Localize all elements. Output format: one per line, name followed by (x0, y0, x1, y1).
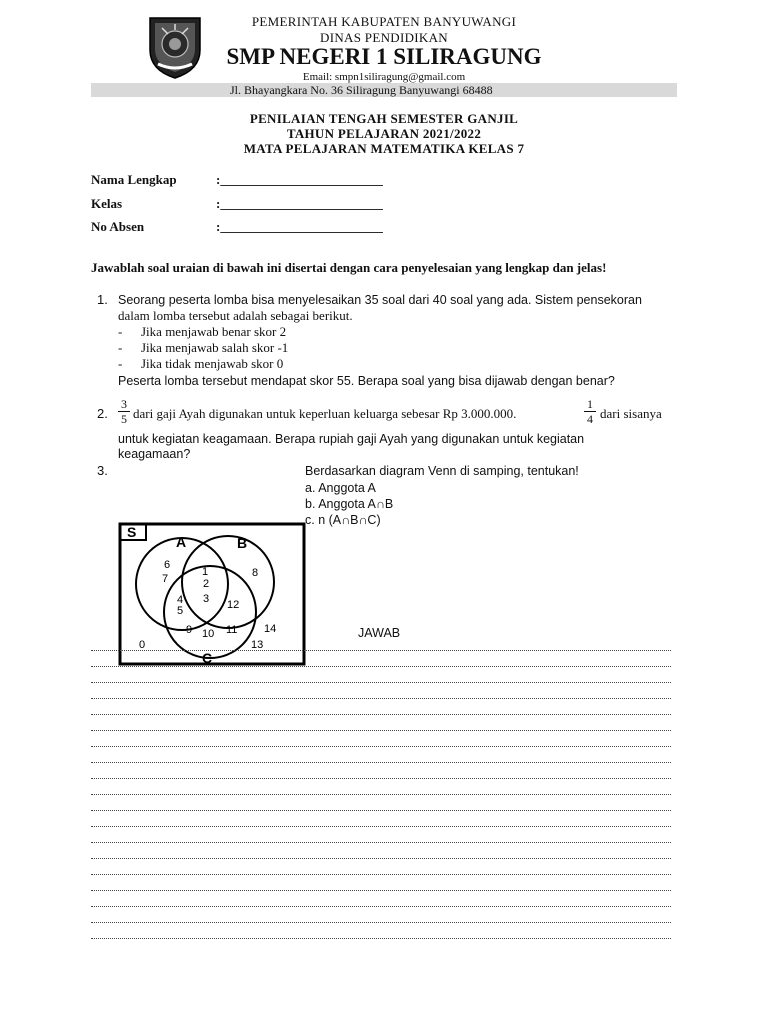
identity-label-absen: No Absen (91, 219, 145, 234)
q1-dash-1: - (118, 324, 123, 339)
venn-abc-3: 3 (203, 593, 210, 605)
answer-line[interactable] (91, 712, 671, 715)
venn-outside-13: 13 (251, 639, 264, 651)
answer-line[interactable] (91, 872, 671, 875)
answer-line[interactable] (91, 744, 671, 747)
venn-a-only-6: 6 (164, 559, 171, 571)
answer-line[interactable] (91, 936, 671, 939)
venn-ab-1: 1 (202, 566, 209, 578)
answer-line[interactable] (91, 680, 671, 683)
q3-part-c: c. n (A∩B∩C) (305, 513, 381, 527)
venn-c-only-10: 10 (202, 628, 215, 640)
venn-diagram (118, 522, 308, 668)
venn-outside-0: 0 (139, 639, 146, 651)
venn-c-only-11: 11 (226, 624, 238, 636)
venn-b-only-8: 8 (252, 567, 259, 579)
academic-year: TAHUN PELAJARAN 2021/2022 (286, 126, 482, 141)
q1-dash-3: - (118, 356, 123, 371)
school-name: SMP NEGERI 1 SILIRAGUNG (226, 44, 542, 69)
school-address: Jl. Bhayangkara No. 36 Siliragung Banyuwangi 68488 (230, 83, 493, 97)
q1-bullet-3: Jika tidak menjawab skor 0 (141, 356, 284, 371)
identity-blank-class[interactable]: :_________________________ (216, 196, 383, 211)
answer-line[interactable] (91, 840, 671, 843)
identity-label-name: Nama Lengkap (91, 172, 177, 187)
answer-line[interactable] (91, 664, 671, 667)
answer-line[interactable] (91, 648, 671, 651)
q2-fraction-1-4 (584, 397, 596, 426)
q2-line2: untuk kegiatan keagamaan. Berapa rupiah gaji Ayah yang digunakan untuk kegiatan (118, 432, 585, 446)
venn-c-only-9: 9 (186, 624, 193, 636)
q2-text-a: dari gaji Ayah digunakan untuk keperluan keluarga sebesar Rp 3.000.000. (133, 406, 517, 421)
fraction-numerator: 1 (584, 397, 596, 412)
venn-ac-4: 4 (177, 594, 184, 606)
instruction: Jawablah soal uraian di bawah ini disertai dengan cara penyelesaian yang lengkap dan jelas! (91, 260, 607, 275)
q2-line3: keagamaan? (118, 447, 191, 461)
answer-line[interactable] (91, 696, 671, 699)
department-name: DINAS PENDIDIKAN (320, 30, 448, 45)
answer-line[interactable] (91, 760, 671, 763)
answer-line[interactable] (91, 776, 671, 779)
venn-outside-14: 14 (264, 623, 277, 635)
answer-line[interactable] (91, 808, 671, 811)
answer-line[interactable] (91, 920, 671, 923)
venn-abc-2: 2 (203, 578, 210, 590)
answer-line[interactable] (91, 888, 671, 891)
venn-bc-12: 12 (227, 599, 240, 611)
venn-ac-5: 5 (177, 605, 184, 617)
fraction-denominator: 4 (587, 412, 593, 426)
answer-line[interactable] (91, 904, 671, 907)
identity-blank-name[interactable]: :_________________________ (216, 172, 383, 187)
q3-part-b: b. Anggota A∩B (305, 497, 394, 511)
q1-closing: Peserta lomba tersebut mendapat skor 55. Berapa soal yang bisa dijawab dengan benar? (118, 374, 615, 388)
answer-label: JAWAB (358, 626, 401, 640)
q1-line1: Seorang peserta lomba bisa menyelesaikan 35 soal dari 40 soal yang ada. Sistem pensekoran (118, 293, 642, 307)
identity-label-class: Kelas (91, 196, 123, 211)
answer-line[interactable] (91, 728, 671, 731)
answer-line[interactable] (91, 856, 671, 859)
q1-dash-2: - (118, 340, 123, 355)
government-name: PEMERINTAH KABUPATEN BANYUWANGI (251, 14, 517, 29)
identity-blank-absen[interactable]: :_________________________ (216, 219, 383, 234)
venn-a-only-7: 7 (162, 573, 169, 585)
venn-universe-box (120, 524, 304, 664)
venn-universe-label: S (127, 524, 137, 540)
q3-prompt: Berdasarkan diagram Venn di samping, tentukan! (305, 464, 579, 478)
venn-label-a: A (176, 534, 187, 550)
answer-line[interactable] (91, 792, 671, 795)
q2-fraction-3-5 (118, 397, 130, 426)
venn-label-c: C (202, 650, 213, 666)
fraction-numerator: 3 (118, 397, 130, 412)
q3-part-a: a. Anggota A (305, 481, 376, 495)
q2-number: 2. (97, 406, 108, 421)
venn-label-b: B (237, 535, 248, 551)
fraction-denominator: 5 (121, 412, 127, 426)
school-email: Email: smpn1siliragung@gmail.com (302, 71, 466, 83)
q1-bullet-1: Jika menjawab benar skor 2 (141, 324, 287, 339)
q3-number: 3. (97, 463, 108, 478)
q1-number: 1. (97, 292, 108, 307)
q1-line2: dalam lomba tersebut adalah sebagai berikut. (118, 308, 353, 323)
answer-line[interactable] (91, 824, 671, 827)
exam-title: PENILAIAN TENGAH SEMESTER GANJIL (249, 111, 519, 126)
subject-title: MATA PELAJARAN MATEMATIKA KELAS 7 (243, 141, 525, 156)
q2-text-b: dari sisanya (600, 406, 662, 421)
q1-bullet-2: Jika menjawab salah skor -1 (141, 340, 289, 355)
